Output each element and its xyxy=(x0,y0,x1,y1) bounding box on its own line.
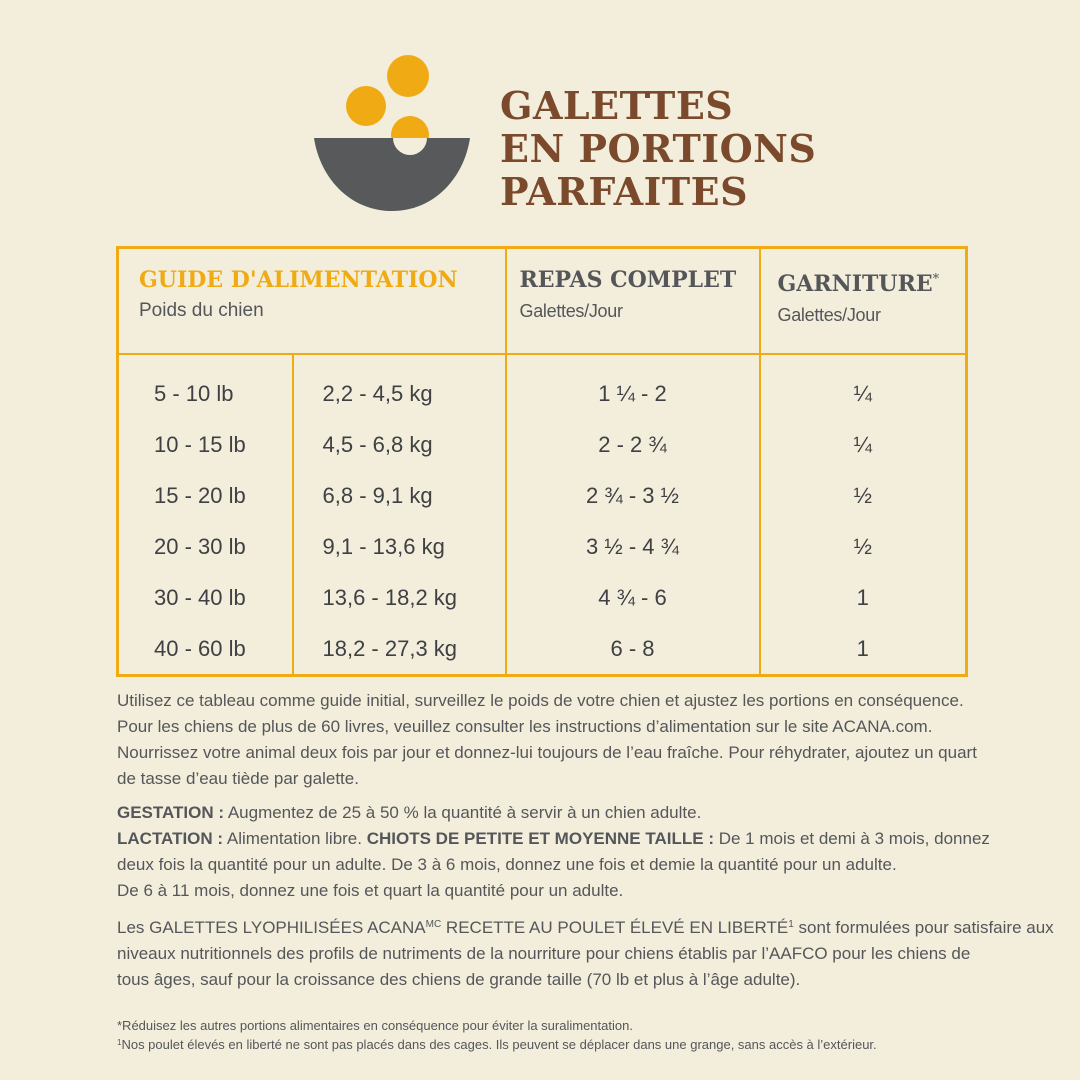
patty-left-icon xyxy=(346,86,386,126)
feeding-guide-title: GUIDE D'ALIMENTATION xyxy=(139,267,458,293)
table-row-meal: 1 ¼ - 2 xyxy=(598,381,667,406)
table-row-kg: 2,2 - 4,5 kg xyxy=(322,381,433,406)
footnote-1 xyxy=(117,1034,1017,1053)
table-row-lb: 10 - 15 lb xyxy=(154,432,246,457)
table-row-topper: ½ xyxy=(853,534,872,559)
full-meal-column xyxy=(506,354,760,676)
table-body-row xyxy=(118,354,967,676)
formula-text-a: Les GALETTES LYOPHILISÉES ACANA xyxy=(117,918,426,937)
table-row-meal: 6 - 8 xyxy=(610,636,655,661)
bowl-with-patties-icon xyxy=(312,48,472,218)
table-row-topper: ¼ xyxy=(853,381,872,406)
formula-text-c: sont formulées pour satisfaire aux xyxy=(793,918,1054,937)
topper-title xyxy=(778,265,966,299)
table-row-meal: 3 ½ - 4 ¾ xyxy=(586,534,679,559)
intro-paragraph xyxy=(117,688,977,792)
lactation-label: LACTATION : xyxy=(117,829,224,848)
footnotes xyxy=(117,1017,1017,1053)
puppies-label: CHIOTS DE PETITE ET MOYENNE TAILLE : xyxy=(366,829,714,848)
topper-column xyxy=(760,354,967,676)
table-row-topper: 1 xyxy=(856,585,869,610)
table-row-kg: 6,8 - 9,1 kg xyxy=(322,483,433,508)
table-row-lb: 5 - 10 lb xyxy=(154,381,234,406)
intro-line-3: Nourrissez votre animal deux fois par jour et donnez-lui toujours de l’eau fraîche. Pour réhydrater, ajoutez un quart xyxy=(117,743,977,762)
title-line-3: PARFAITES xyxy=(500,169,749,214)
table-row-lb: 40 - 60 lb xyxy=(154,636,246,661)
intro-line-2: Pour les chiens de plus de 60 livres, veuillez consulter les instructions d’alimentation sur le site ACANA.com. xyxy=(117,717,933,736)
footnote-1-mark: 1 xyxy=(117,1038,122,1047)
footnote-1-text: Nos poulet élevés en liberté ne sont pas placés dans des cages. Ils peuvent se déplacer dans une grange, sans accès à l’extérieur. xyxy=(121,1037,877,1052)
table-row-meal: 2 - 2 ¾ xyxy=(598,432,667,457)
table-row-kg: 4,5 - 6,8 kg xyxy=(322,432,433,457)
title-line-1: GALETTES xyxy=(500,83,734,128)
puppies-line-1: De 1 mois et demi à 3 mois, donnez xyxy=(713,829,990,848)
formula-line-3: tous âges, sauf pour la croissance des chiens de grande taille (70 lb et plus à l’âge adulte). xyxy=(117,970,801,989)
gestation-lactation-paragraph xyxy=(117,800,990,904)
table-row-topper: ½ xyxy=(853,483,872,508)
header xyxy=(0,0,1080,240)
bowl-icon xyxy=(314,138,470,211)
table-row-kg: 18,2 - 27,3 kg xyxy=(322,636,458,661)
puppies-line-2: deux fois la quantité pour un adulte. De 3 à 6 mois, donnez une fois et demie la quantité pour un adulte. xyxy=(117,855,897,874)
footnote-1-marker: 1 xyxy=(788,919,794,930)
patty-top-icon xyxy=(387,55,429,97)
table-row-topper: 1 xyxy=(856,636,869,661)
table-row-lb: 20 - 30 lb xyxy=(154,534,246,559)
intro-line-4: de tasse d’eau tiède par galette. xyxy=(117,769,359,788)
gestation-label: GESTATION : xyxy=(117,803,225,822)
topper-title-text: GARNITURE xyxy=(777,271,933,297)
formula-paragraph xyxy=(117,912,1054,993)
formula-line-2: niveaux nutritionnels des profils de nutriments de la nourriture pour chiens établis par l’AAFCO pour les chiens de xyxy=(117,944,971,963)
lactation-text: Alimentation libre. xyxy=(223,829,367,848)
dog-weight-label: Poids du chien xyxy=(139,300,264,321)
table-header-row xyxy=(118,248,967,355)
feeding-notes xyxy=(117,688,1054,993)
weight-lb-column xyxy=(118,354,293,676)
topper-unit: Galettes/Jour xyxy=(777,305,881,325)
table-row-kg: 9,1 - 13,6 kg xyxy=(322,534,445,559)
weight-kg-column xyxy=(293,354,506,676)
footnote-star: *Réduisez les autres portions alimentaires en conséquence pour éviter la suralimentation. xyxy=(117,1018,633,1033)
title-line-2: EN PORTIONS xyxy=(500,126,817,171)
intro-line-1: Utilisez ce tableau comme guide initial, surveillez le poids de votre chien et ajustez les portions en conséquence. xyxy=(117,691,964,710)
formula-text-b: RECETTE AU POULET ÉLEVÉ EN LIBERTÉ xyxy=(441,918,789,937)
table-row-lb: 30 - 40 lb xyxy=(154,585,246,610)
header-feeding-guide xyxy=(118,248,506,355)
trademark-mc: MC xyxy=(425,919,442,930)
header-full-meal xyxy=(506,248,760,355)
table-row-kg: 13,6 - 18,2 kg xyxy=(322,585,458,610)
feeding-guide-table xyxy=(116,246,968,677)
page-title xyxy=(500,84,816,213)
header-topper xyxy=(760,248,967,355)
full-meal-title: REPAS COMPLET xyxy=(519,267,737,293)
table-row-lb: 15 - 20 lb xyxy=(154,483,246,508)
table-row-topper: ¼ xyxy=(853,432,872,457)
table-row-meal: 4 ¾ - 6 xyxy=(598,585,667,610)
gestation-text: Augmentez de 25 à 50 % la quantité à servir à un chien adulte. xyxy=(224,803,702,822)
table-row-meal: 2 ¾ - 3 ½ xyxy=(586,483,679,508)
puppies-line-3: De 6 à 11 mois, donnez une fois et quart la quantité pour un adulte. xyxy=(117,881,624,900)
full-meal-unit: Galettes/Jour xyxy=(519,301,623,321)
topper-asterisk: * xyxy=(932,272,940,287)
